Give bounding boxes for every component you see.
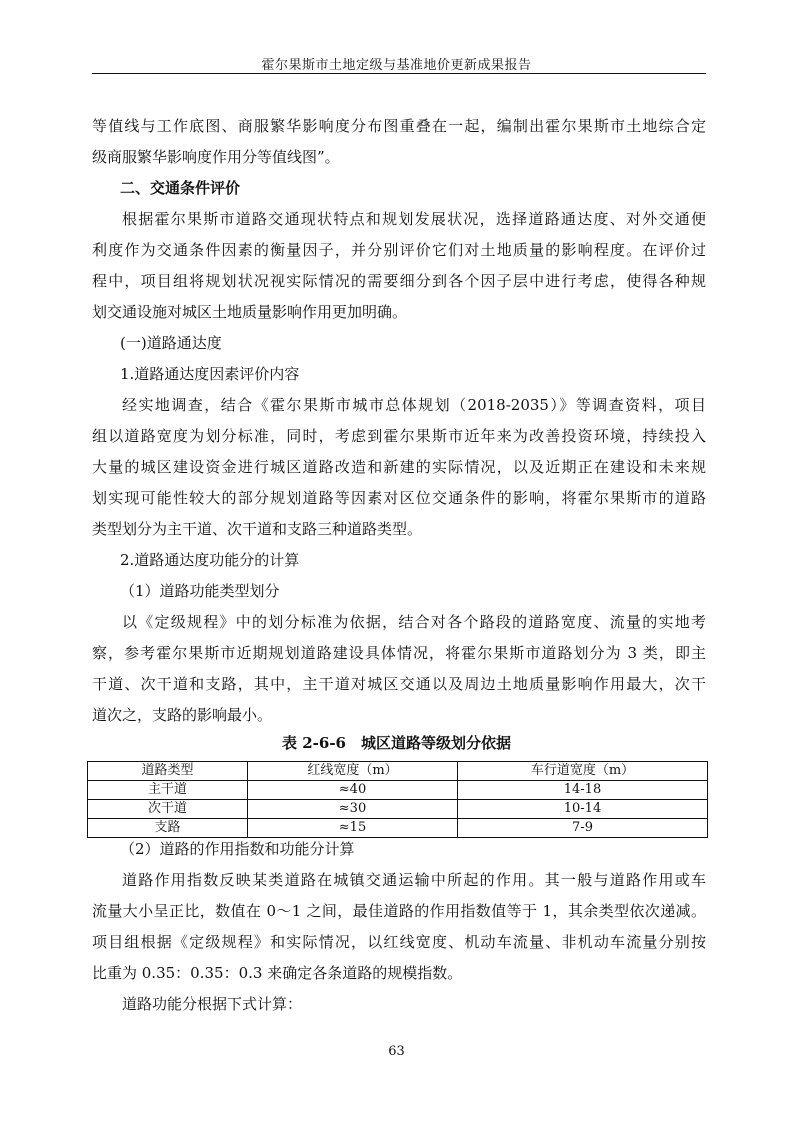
- table-header-cell: 道路类型: [88, 762, 248, 781]
- item-heading: 2.道路通达度功能分的计算: [120, 551, 300, 569]
- table-header-cell: 红线宽度（m）: [248, 762, 458, 781]
- table-row: [88, 781, 708, 800]
- survey-paragraph: [92, 390, 706, 545]
- intro-paragraph: [92, 111, 706, 173]
- table-header-cell: 车行道宽度（m）: [458, 762, 708, 781]
- table-cell: 10-14: [458, 800, 708, 819]
- table-cell: 7-9: [458, 819, 708, 838]
- text-line: 道路作用指数反映某类道路在城镇交通运输中所起的作用。其一般与道路作用或车: [122, 871, 706, 889]
- table-cell: ≈40: [248, 781, 458, 800]
- classification-paragraph: [92, 607, 706, 731]
- page-number: 63: [388, 1044, 405, 1059]
- table-row: [88, 800, 708, 819]
- text-line: 组以道路宽度为划分标准，同时，考虑到霍尔果斯市近年来为改善投资环境，持续投入: [92, 427, 706, 445]
- step-heading: （1）道路功能类型划分: [120, 582, 280, 600]
- text-line: 级商服繁华影响度作用分等值线图”。: [92, 148, 340, 166]
- text-line: 划实现可能性较大的部分规划道路等因素对区位交通条件的影响，将霍尔果斯市的道路: [92, 489, 706, 507]
- table-cell: 主干道: [88, 781, 248, 800]
- running-header: 霍尔果斯市土地定级与基准地价更新成果报告: [261, 58, 532, 73]
- table-caption: 表 2-6-6 城区道路等级划分依据: [282, 734, 511, 752]
- step-heading: （2）道路的作用指数和功能分计算: [120, 840, 355, 858]
- traffic-paragraph: [92, 204, 706, 328]
- index-paragraph: [92, 865, 706, 989]
- table-header-row: [88, 762, 708, 781]
- table-cell: ≈30: [248, 800, 458, 819]
- header-rule: [92, 73, 706, 74]
- text-line: 干道、次干道和支路，其中，主干道对城区交通以及周边土地质量影响作用最大，次干: [92, 675, 706, 693]
- table-cell: 支路: [88, 819, 248, 838]
- formula-intro: 道路功能分根据下式计算：: [122, 995, 303, 1013]
- table-cell: ≈15: [248, 819, 458, 838]
- text-line: 道次之，支路的影响最小。: [92, 706, 273, 724]
- text-line: 类型划分为主干道、次干道和支路三种道路类型。: [92, 520, 423, 538]
- subsection-heading: (一)道路通达度: [120, 334, 222, 352]
- text-line: 等值线与工作底图、商服繁华影响度分布图重叠在一起，编制出霍尔果斯市土地综合定: [92, 117, 706, 135]
- text-line: 以《定级规程》中的划分标准为依据，结合对各个路段的道路宽度、流量的实地考: [122, 613, 706, 631]
- table-cell: 次干道: [88, 800, 248, 819]
- text-line: 划交通设施对城区土地质量影响作用更加明确。: [92, 303, 408, 321]
- text-line: 程中，项目组将规划状况视实际情况的需要细分到各个因子层中进行考虑，使得各种规: [92, 272, 706, 290]
- item-heading: 1.道路通达度因素评价内容: [120, 365, 300, 383]
- text-line: 流量大小呈正比，数值在 0～1 之间，最佳道路的作用指数值等于 1，其余类型依次递减。: [92, 902, 706, 920]
- table-cell: 14-18: [458, 781, 708, 800]
- text-line: 察，参考霍尔果斯市近期规划道路建设具体情况，将霍尔果斯市道路划分为 3 类，即主: [92, 644, 706, 662]
- text-line: 根据霍尔果斯市道路交通现状特点和规划发展状况，选择道路通达度、对外交通便: [122, 210, 706, 228]
- text-line: 利度作为交通条件因素的衡量因子，并分别评价它们对土地质量的影响程度。在评价过: [92, 241, 706, 259]
- section-heading: 二、交通条件评价: [120, 179, 241, 197]
- road-grade-table: [87, 761, 708, 838]
- text-line: 经实地调查，结合《霍尔果斯市城市总体规划（2018-2035）》等调查资料，项目: [122, 396, 706, 414]
- text-line: 大量的城区建设资金进行城区道路改造和新建的实际情况，以及近期正在建设和未来规: [92, 458, 706, 476]
- text-line: 项目组根据《定级规程》和实际情况，以红线宽度、机动车流量、非机动车流量分别按: [92, 933, 706, 951]
- text-line: 比重为 0.35：0.35：0.3 来确定各条道路的规模指数。: [92, 964, 463, 982]
